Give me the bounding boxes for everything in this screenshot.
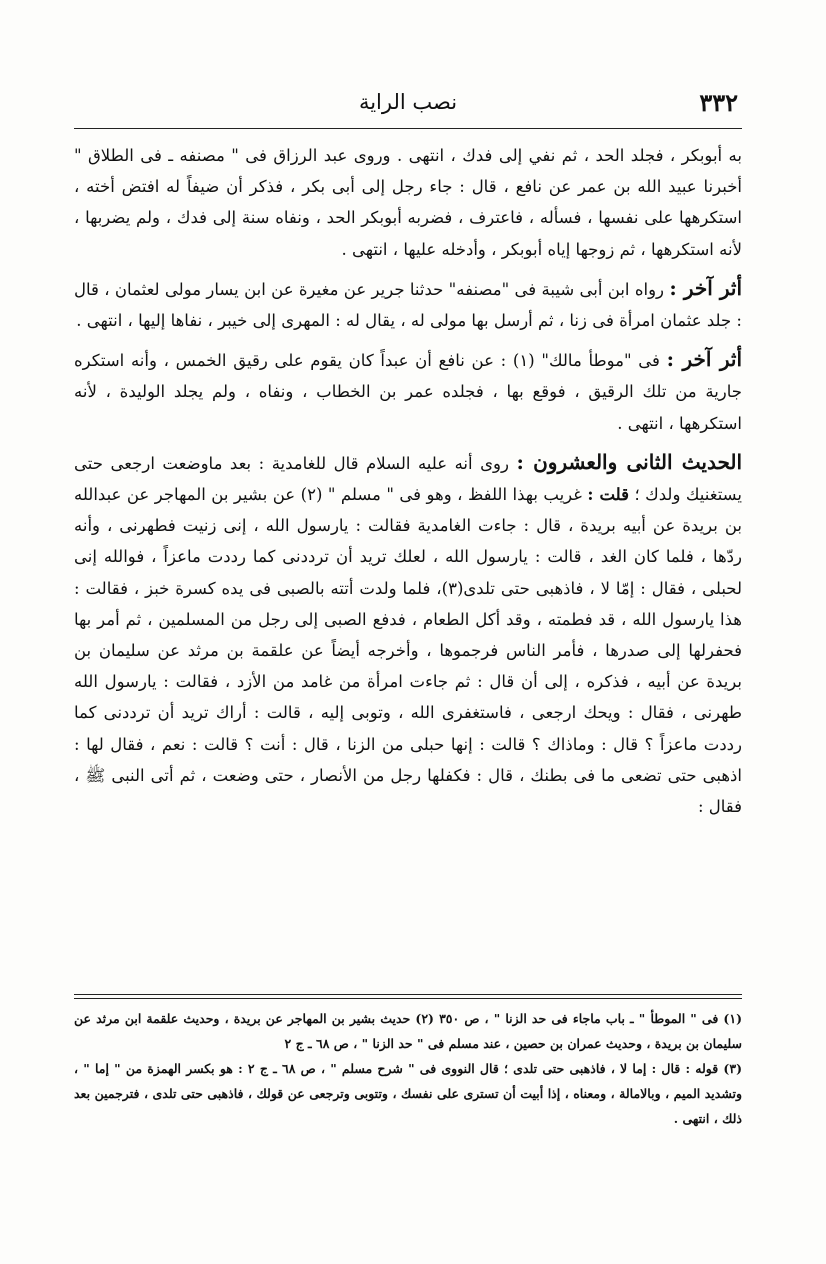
running-title: نصب الراية [358,90,458,114]
footnote-3: (٣) قوله : قال : إما لا ، فاذهبى حتى تلدى ؛ قال النووى فى " شرح مسلم " ، ص ٦٨ ـ ج ٢ : هو بكسر الهمزة من " إما " ، وتشديد الميم ، وبالامالة ، ومعناه ، إذا أبيت أن تسترى على نفسك ، وتتوبى وترجعى عن قولك ، فاذهبى حتى تلدى ، فترجمين بعد ذلك ، انتهى . [74,1061,742,1126]
footnotes [74,1006,742,1131]
main-text [74,140,742,822]
page-header [78,88,738,122]
paragraph-3 [74,344,742,439]
page-number: ٣٣٢ [699,88,738,117]
header-divider [74,128,742,129]
section-label-athar-1: أثر آخر : [669,275,743,300]
footnote-divider-bottom [74,998,742,999]
paragraph-1: به أبوبكر ، فجلد الحد ، ثم نفي إلى فدك ، انتهى . وروى عبد الرزاق فى " مصنفه ـ فى الطلاق " أخبرنا عبيد الله بن عمر عن نافع ، قال : جاء رجل إلى أبى بكر ، فذكر أن ضيفاً له افتض أخته ، استكرهها على نفسها ، فسأله ، فاعترف ، فضربه أبوبكر الحد ، ونفاه سنة إلى فدك ، ولم يضربها ، لأنه استكرهها ، ثم زوجها إياه أبوبكر ، وأدخله عليها ، انتهى . [74,146,742,259]
footnote-1-2: (١) فى " الموطأ " ـ باب ماجاء فى حد الزنا " ، ص ٣٥٠ (٢) حديث بشير بن المهاجر عن بريدة ، وحديث علقمة ابن مرثد عن سليمان بن بريدة ، وحديث عمران بن حصين ، عند مسلم فى " حد الزنا " ، ص ٦٨ ـ ج ٢ [74,1011,742,1051]
paragraph-2 [74,273,742,336]
footnote-divider-top [74,994,742,995]
paragraph-4 [74,447,742,822]
paragraph-2-text: رواه ابن أبى شيبة فى "مصنفه" حدثنا جرير عن مغيرة عن ابن يسار مولى لعثمان ، قال : جلد عثمان امرأة فى زنا ، ثم أرسل بها مولى له ، يقال له : المهرى إلى خيبر ، نفاها إليها ، انتهى . [74,279,742,331]
paragraph-4-text-a: روى أنه عليه السلام قال للغامدية : بعد ماوضعت ارجعى حتى يستغنيك ولدك ؛ [74,453,742,505]
section-label-hadith-22: الحديث الثانى والعشرون : [516,449,743,474]
qult-label: قلت : [587,485,629,505]
paragraph-3-text: فى "موطأ مالك" (١) : عن نافع أن عبداً كان يقوم على رقيق الخمس ، وأنه استكره جارية من تلك الرقيق ، فوقع بها ، فجلده عمر بن الخطاب ، ونفاه ، ولم يجلد الوليدة ، لأنه استكرهها ، انتهى . [74,351,742,433]
paragraph-4-text-b: غريب بهذا اللفظ ، وهو فى " مسلم " (٢) عن بشير بن المهاجر عن عبدالله بن بريدة عن أبيه بريدة ، قال : جاءت الغامدية فقالت : يارسول الله ، إنى زنيت فطهرنى ، وأنه ردّها ، فلما كان الغد ، قالت : يارسول الله ، لعلك تريد أن ترددنى كما رددت ماعزاً ، فوالله إنى لحبلى ، فقال : إمّا لا ، فاذهبى حتى تلدى(٣)، فلما ولدت أتته بالصبى فى يده كسرة خبز ، فقالت : هذا يارسول الله ، قد فطمته ، وقد أكل الطعام ، فدفع الصبى إلى رجل من المسلمين ، ثم أمر بها فحفرلها إلى صدرها ، فأمر الناس فرجموها ، وأخرجه أيضاً عن علقمة بن مرثد عن سليمان بن بريدة عن أبيه ، فذكره ، إلى أن قال : ثم جاءت امرأة من غامد من الأزد ، فقالت : يارسول الله طهرنى ، فقال : ويحك ارجعى ، فاستغفرى الله ، وتوبى إليه ، قالت : أراك تريد أن ترددنى كما رددت ماعزاً ؟ قال : وماذاك ؟ قالت : إنها حبلى من الزنا ، قال : أنت ؟ قالت : نعم ، فقال لها : اذهبى حتى تضعى ما فى بطنك ، قال : فكفلها رجل من الأنصار ، حتى وضعت ، ثم أتى النبى ﷺ ، فقال : [74,485,742,817]
section-label-athar-2: أثر آخر : [666,347,742,372]
